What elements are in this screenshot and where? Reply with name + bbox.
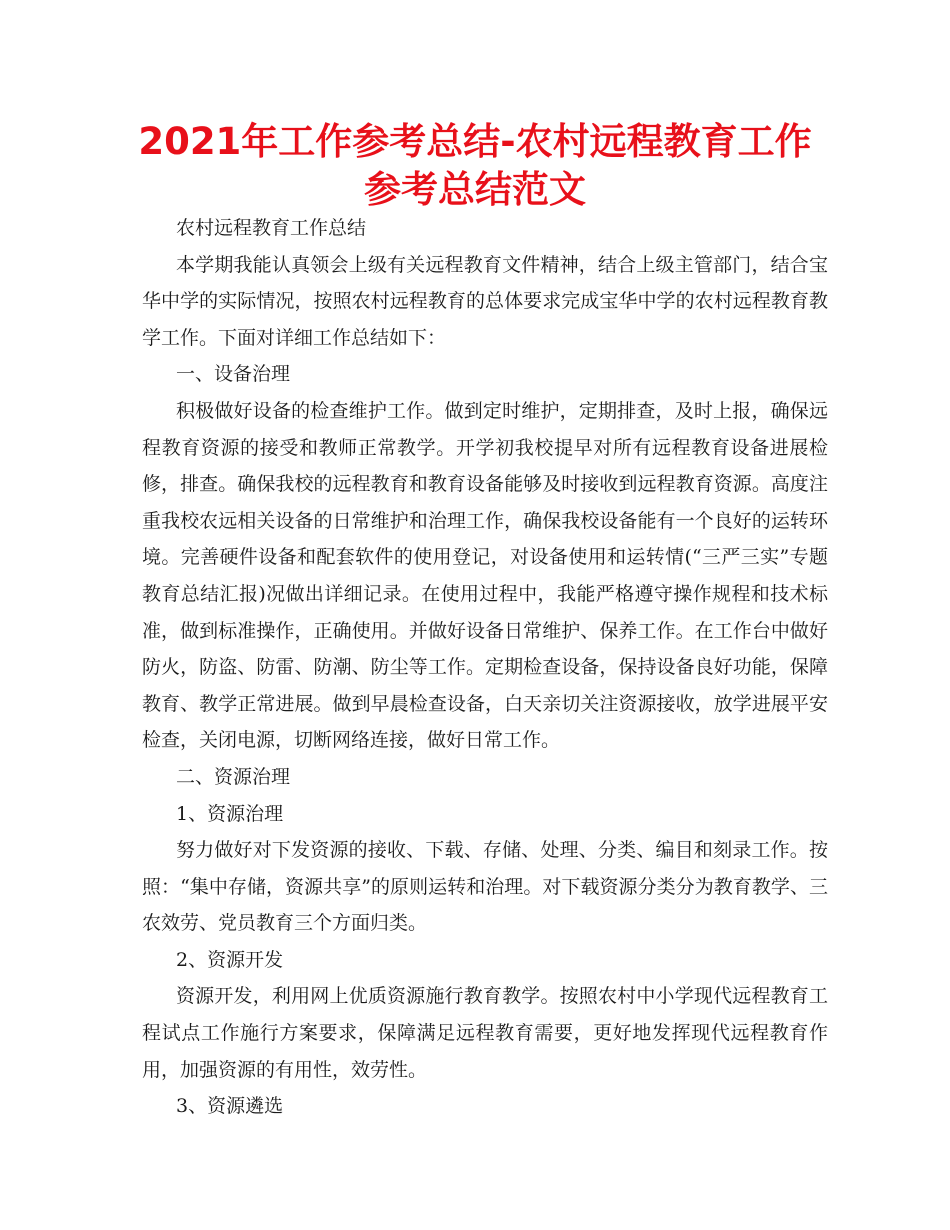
- subheading-resource-management: 1、资源治理: [176, 802, 284, 825]
- resource-development-paragraph: 资源开发，利用网上优质资源施行教育教学。按照农村中小学现代远程教育工程试点工作施行方案要求，保障满足远程教育需要，更好地发挥现代远程教育作用，加强资源的有用性，效劳性。: [142, 985, 828, 1081]
- subheading-resource-development: 2、资源开发: [176, 948, 284, 971]
- intro-paragraph: 本学期我能认真领会上级有关远程教育文件精神，结合上级主管部门，结合宝华中学的实际情况，按照农村远程教育的总体要求完成宝华中学的农村远程教育教学工作。下面对详细工作总结如下：: [142, 253, 828, 349]
- resource-management-paragraph: 努力做好对下发资源的接收、下载、存储、处理、分类、编目和刻录工作。按照：“集中存储，资源共享”的原则运转和治理。对下载资源分类分为教育教学、三农效劳、党员教育三个方面归类。: [142, 839, 828, 935]
- document-body: [142, 210, 828, 1125]
- subtitle-paragraph: 农村远程教育工作总结: [176, 217, 367, 239]
- equipment-paragraph: 积极做好设备的检查维护工作。做到定时维护，定期排查，及时上报，确保远程教育资源的接受和教师正常教学。开学初我校提早对所有远程教育设备进展检修，排查。确保我校的远程教育和教育设备能够及时接收到远程教育资源。高度注重我校农远相关设备的日常维护和治理工作，确保我校设备能有一个良好的运转环境。完善硬件设备和配套软件的使用登记，对设备使用和运转情(“三严三实”专题教育总结汇报)况做出详细记录。在使用过程中，我能严格遵守操作规程和技术标准，做到标准操作，正确使用。并做好设备日常维护、保养工作。在工作台中做好防火，防盗、防雷、防潮、防尘等工作。定期检查设备，保持设备良好功能，保障教育、教学正常进展。做到早晨检查设备，白天亲切关注资源接收，放学进展平安检查，关闭电源，切断网络连接，做好日常工作。: [142, 399, 828, 752]
- document-title: 2021年工作参考总结-农村远程教育工作参考总结范文: [138, 120, 812, 211]
- section-heading-resources: 二、资源治理: [176, 765, 291, 788]
- section-heading-equipment: 一、设备治理: [176, 363, 291, 386]
- subheading-resource-selection: 3、资源遴选: [176, 1095, 284, 1118]
